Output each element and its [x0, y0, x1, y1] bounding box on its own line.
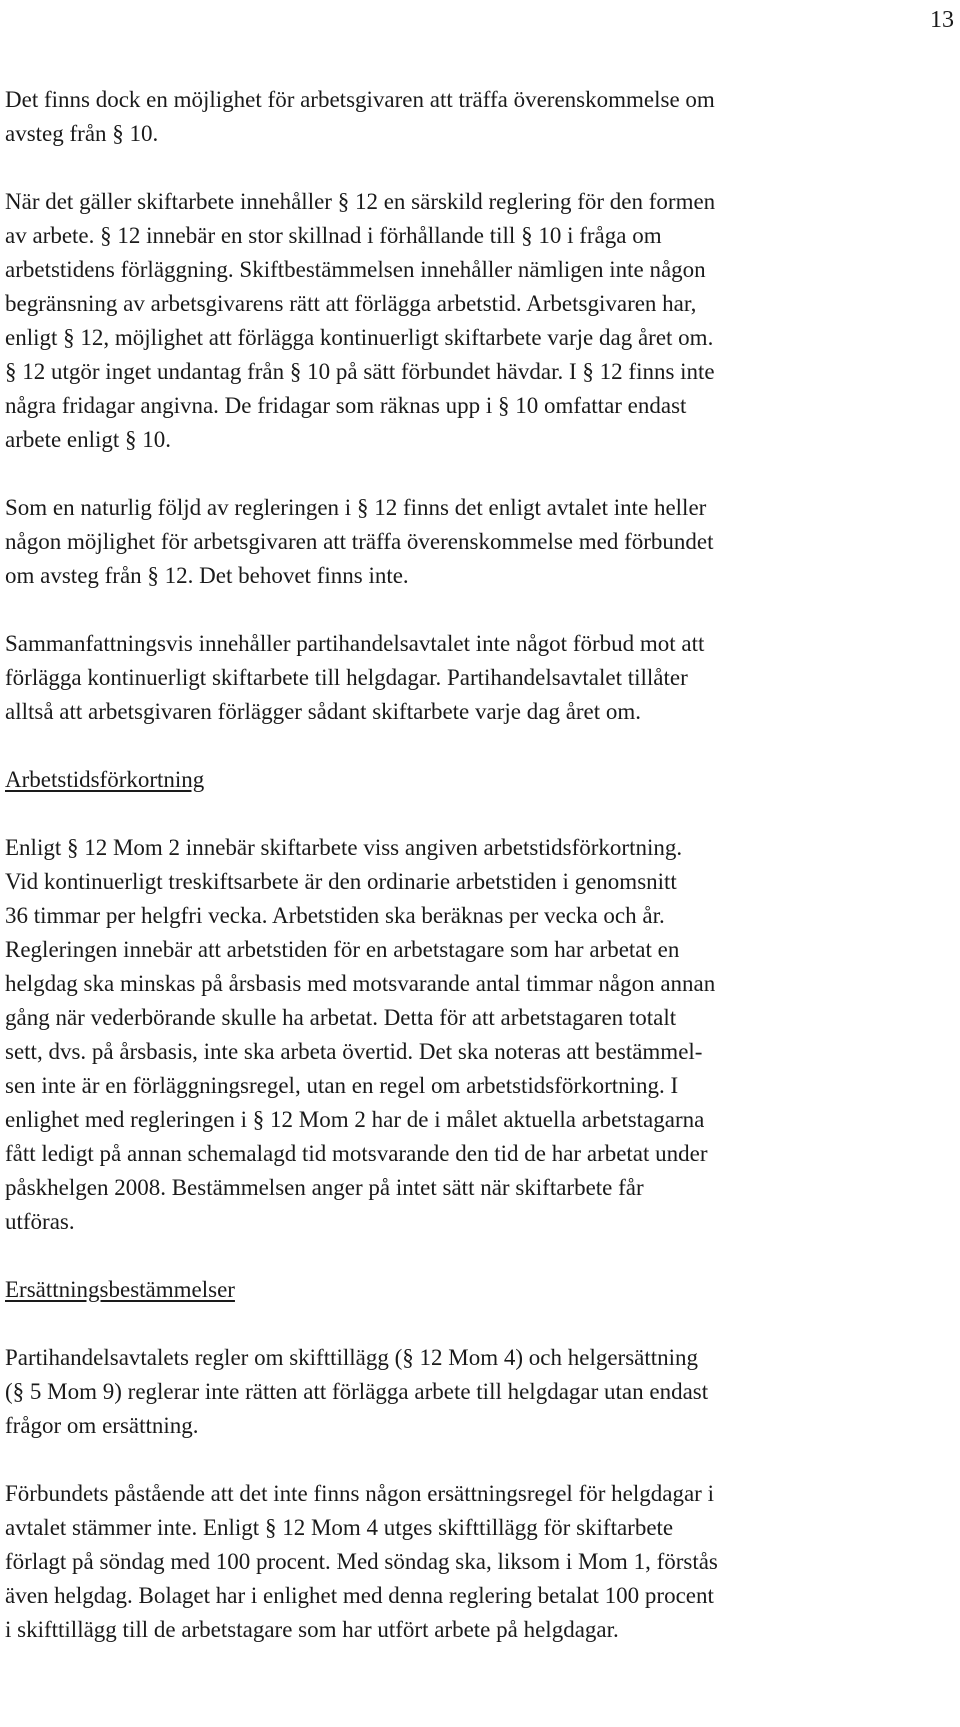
paragraph: Sammanfattningsvis innehåller partihandelsavtalet inte något förbud mot att förlägga kontinuerligt skiftarbete till helgdagar. Partihandelsavtalet tillåter alltså att arbetsgivaren förlägger sådant skiftarbete varje dag året om. [5, 631, 705, 724]
section-heading-arbetstidsforkortning: Arbetstidsförkortning [5, 767, 205, 792]
paragraph: Som en naturlig följd av regleringen i § 12 finns det enligt avtalet inte heller någon möjlighet för arbetsgivaren att träffa överenskommelse med förbundet om avsteg från § 12. Det behovet finns inte. [5, 495, 714, 588]
paragraph: När det gäller skiftarbete innehåller § 12 en särskild reglering för den formen av arbete. § 12 innebär en stor skillnad i förhållande till § 10 i fråga om arbetstidens förläggning. Skiftbestämmelsen innehåller nämligen inte någon begränsning av arbetsgivarens rätt att förlägga arbetstid. Arbetsgivaren har, enligt § 12, möjlighet att förlägga kontinuerligt skiftarbete varje dag året om. § 12 utgör inget undantag från § 10 på sätt förbundet hävdar. I § 12 finns inte några fridagar angivna. De fridagar som räknas upp i § 10 omfattar endast arbete enligt § 10. [5, 189, 716, 452]
paragraph: Partihandelsavtalets regler om skifttillägg (§ 12 Mom 4) och helgersättning (§ 5 Mom 9) reglerar inte rätten att förlägga arbete till helgdagar utan endast frågor om ersättning. [5, 1345, 709, 1438]
page-number: 13 [930, 7, 954, 33]
paragraph: Det finns dock en möjlighet för arbetsgivaren att träffa överenskommelse om avsteg från § 10. [5, 87, 715, 146]
paragraph: Förbundets påstående att det inte finns någon ersättningsregel för helgdagar i avtalet stämmer inte. Enligt § 12 Mom 4 utges skifttillägg för skiftarbete förlagt på söndag med 100 procent. Med söndag ska, liksom i Mom 1, förstås även helgdag. Bolaget har i enlighet med denna reglering betalat 100 procent i skifttillägg till de arbetstagare som har utfört arbete på helgdagar. [5, 1481, 718, 1642]
paragraph: Enligt § 12 Mom 2 innebär skiftarbete viss angiven arbetstidsförkortning. Vid kontinuerligt treskiftsarbete är den ordinarie arbetstiden i genomsnitt 36 timmar per helgfri vecka. Arbetstiden ska beräknas per vecka och år. Regleringen innebär att arbetstiden för en arbetstagare som har arbetat en helgdag ska minskas på årsbasis med motsvarande antal timmar någon annan gång när vederbörande skulle ha arbetat. Detta för att arbetstagaren totalt sett, dvs. på årsbasis, inte ska arbeta övertid. Det ska noteras att bestämmel- sen inte är en förläggningsregel, utan en regel om arbetstidsförkortning. I enlighet med regleringen i § 12 Mom 2 har de i målet aktuella arbetstagarna fått ledigt på annan schemalagd tid motsvarande den tid de har arbetat under påskhelgen 2008. Bestämmelsen anger på intet sätt när skiftarbete får utföras. [5, 835, 716, 1234]
document-body [5, 83, 955, 1681]
section-heading-ersattningsbestammelser: Ersättningsbestämmelser [5, 1277, 235, 1302]
